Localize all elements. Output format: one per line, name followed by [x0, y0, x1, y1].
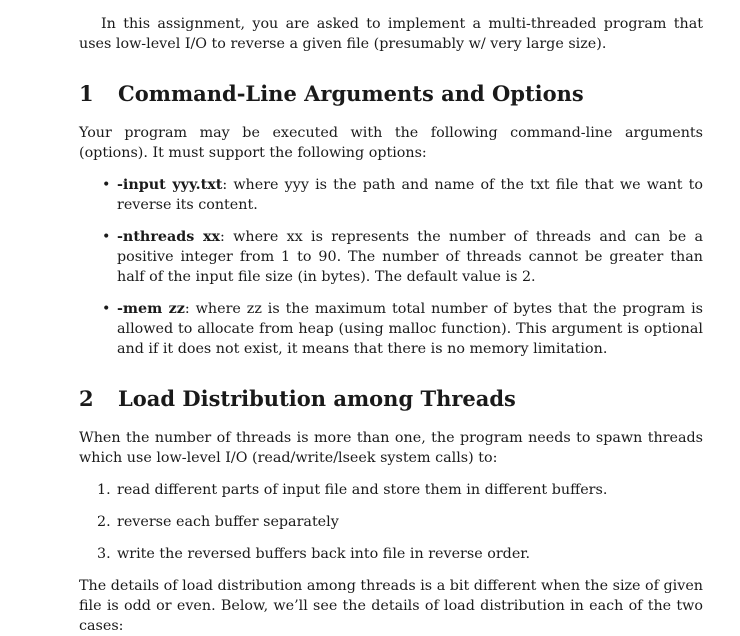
option-description: : where xx is represents the number of threads and can be a positive integer from 1 to 90. The number of threads cannot be greater than half of the input file size (in bytes). The default value is 2.: [117, 229, 703, 285]
option-description: : where zz is the maximum total number of bytes that the program is allowed to allocate from heap (using malloc function). This argument is optional and if it does not exist, it means that there is no memory limitation.: [117, 301, 703, 357]
document-page: [79, 14, 703, 636]
section-1-heading: [79, 81, 703, 107]
steps-list: [79, 480, 703, 564]
step-item: [79, 544, 703, 564]
closing-paragraph: The details of load distribution among threads is a bit different when the size of given file is odd or even. Below, we’ll see the details of load distribution in each of the two cases:: [79, 578, 703, 634]
step-number: 2.: [97, 514, 111, 530]
option-item-input: [79, 175, 703, 215]
option-term: -nthreads xx: [117, 229, 221, 245]
step-text: write the reversed buffers back into file in reverse order.: [117, 546, 531, 562]
section-2-paragraph: When the number of threads is more than one, the program needs to spawn threads which use low-level I/O (read/write/lseek system calls) to:: [79, 430, 703, 466]
option-description: : where yyy is the path and name of the txt file that we want to reverse its content.: [117, 177, 703, 213]
option-term: -mem zz: [117, 301, 185, 317]
option-item-nthreads: [79, 227, 703, 287]
step-text: read different parts of input file and store them in different buffers.: [117, 482, 608, 498]
option-term: -input yyy.txt: [117, 177, 223, 193]
section-2-title: Load Distribution among Threads: [118, 386, 516, 411]
options-list: [79, 175, 703, 359]
step-item: [79, 512, 703, 532]
step-item: [79, 480, 703, 500]
step-number: 3.: [97, 546, 111, 562]
bullet-icon: •: [102, 229, 111, 245]
section-1-number: 1: [79, 81, 94, 106]
section-2-number: 2: [79, 386, 94, 411]
step-text: reverse each buffer separately: [117, 514, 339, 530]
bullet-icon: •: [102, 177, 111, 193]
step-number: 1.: [97, 482, 111, 498]
section-2-heading: [79, 386, 703, 412]
bullet-icon: •: [102, 301, 111, 317]
option-item-mem: [79, 299, 703, 359]
section-1-paragraph: Your program may be executed with the following command-line arguments (options). It must support the following options:: [79, 125, 703, 161]
section-1-title: Command-Line Arguments and Options: [118, 81, 584, 106]
intro-paragraph: In this assignment, you are asked to implement a multi-threaded program that uses low-level I/O to reverse a given file (presumably w/ very large size).: [79, 16, 703, 52]
